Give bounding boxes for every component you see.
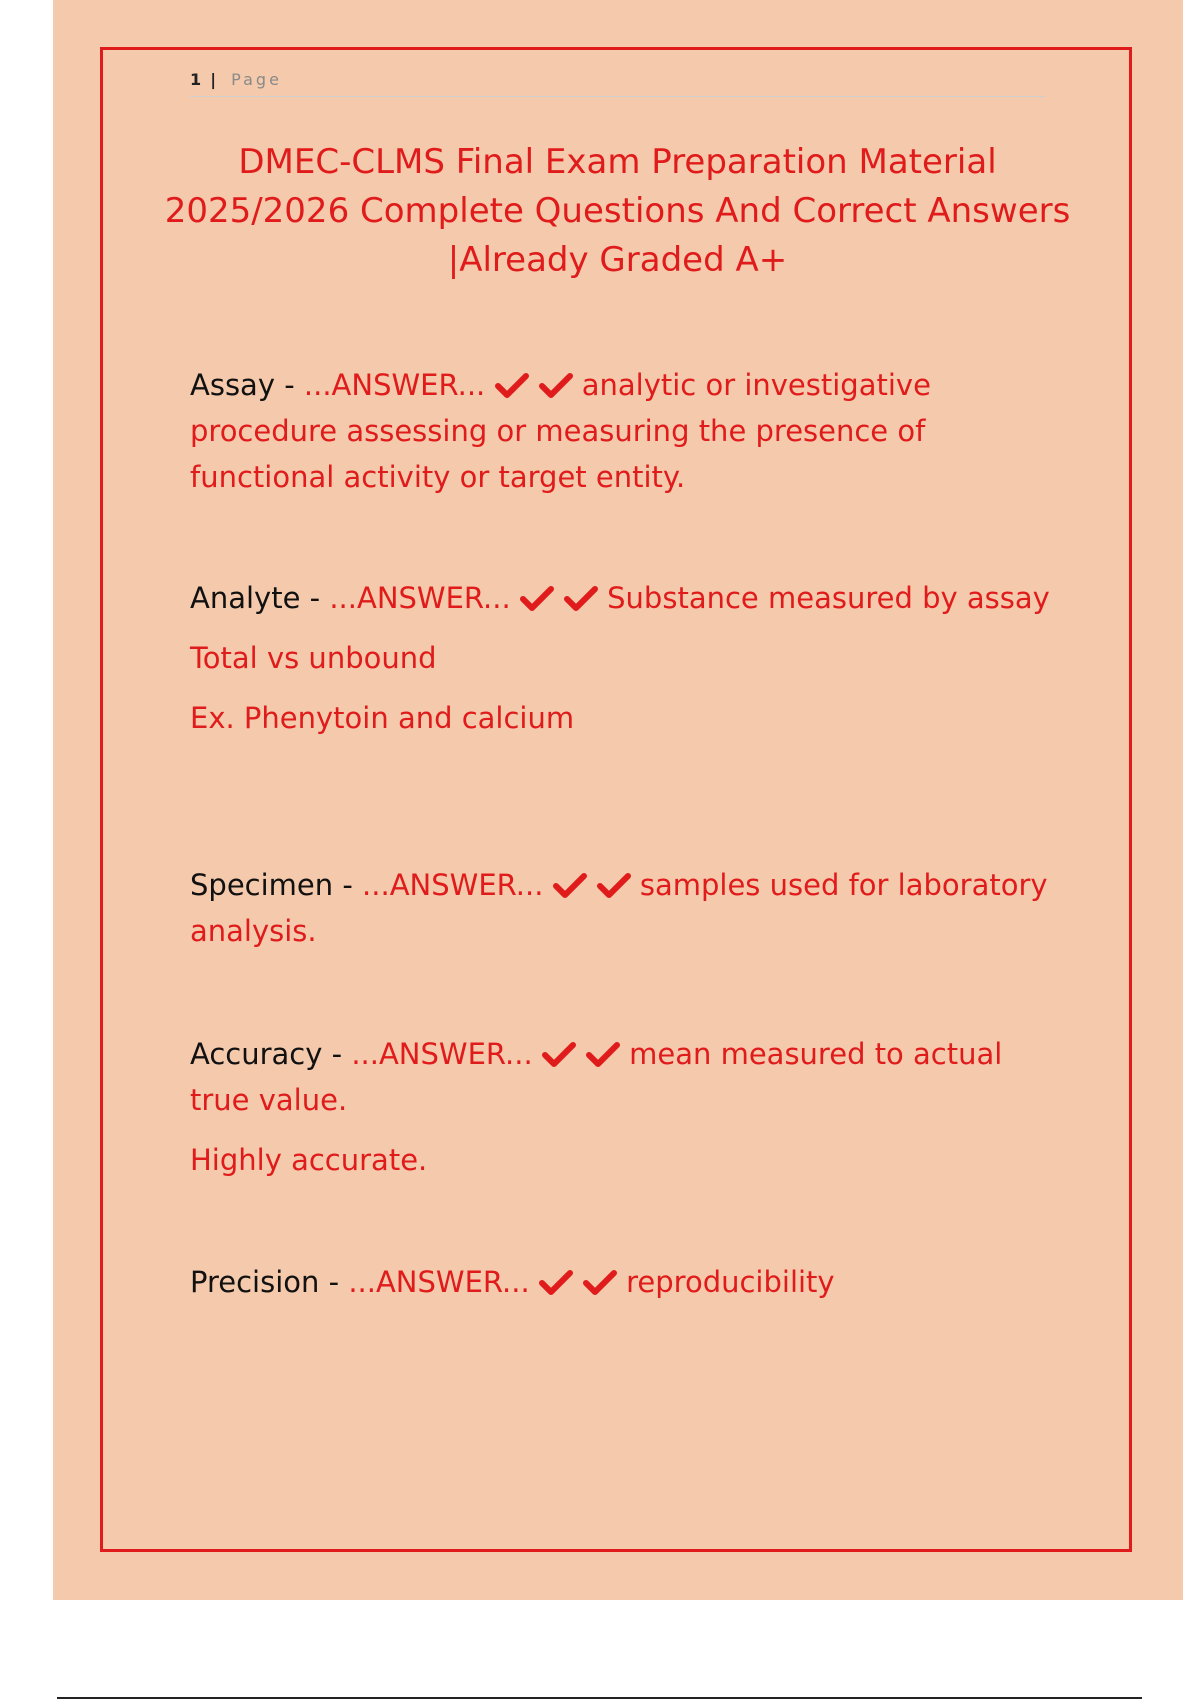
- page-header: [190, 70, 1045, 97]
- checkmark-icon: [597, 872, 631, 898]
- term-label: Accuracy: [190, 1037, 323, 1071]
- note-line: Ex. Phenytoin and calcium: [190, 701, 575, 735]
- page-separator: |: [210, 70, 220, 89]
- term-label: Precision: [190, 1265, 320, 1299]
- answer-marker: ...ANSWER...: [329, 581, 511, 615]
- checkmark-icon: [564, 585, 598, 611]
- page-label: Page: [231, 70, 282, 89]
- term-label: Analyte: [190, 581, 301, 615]
- page-number: 1: [190, 70, 203, 89]
- term-label: Assay: [190, 368, 275, 402]
- page-bottom-rule: [57, 1697, 1142, 1699]
- checkmark-icon: [539, 1269, 573, 1295]
- document-title: DMEC-CLMS Final Exam Preparation Material 2025/2026 Complete Questions And Correct Answers |Already Graded A+: [164, 142, 1071, 280]
- answer-marker: ...ANSWER...: [362, 868, 544, 902]
- qa-entry-accuracy: Accuracy - ...ANSWER... mean measured to actual true value. Highly accurate.: [190, 1031, 1070, 1183]
- checkmark-icon: [539, 372, 573, 398]
- checkmark-icon: [586, 1041, 620, 1067]
- qa-entry-assay: Assay - ...ANSWER... analytic or investigative procedure assessing or measuring the presence of functional activity or target entity.: [190, 368, 931, 494]
- checkmark-icon: [495, 372, 529, 398]
- qa-entry-analyte: Analyte - ...ANSWER... Substance measured by assay Total vs unbound Ex. Phenytoin and calcium: [190, 575, 1070, 741]
- note-line: Total vs unbound: [190, 641, 437, 675]
- qa-entry-precision: Precision - ...ANSWER... reproducibility: [190, 1265, 835, 1299]
- definition-text: mean measured to actual true value.: [190, 1037, 1003, 1117]
- definition-text: reproducibility: [626, 1265, 835, 1299]
- note-line: Highly accurate.: [190, 1143, 428, 1177]
- checkmark-icon: [553, 872, 587, 898]
- qa-entry-specimen: Specimen - ...ANSWER... samples used for laboratory analysis.: [190, 868, 1048, 948]
- definition-text: Substance measured by assay: [607, 581, 1050, 615]
- checkmark-icon: [542, 1041, 576, 1067]
- answer-marker: ...ANSWER...: [351, 1037, 533, 1071]
- definition-text: samples used for laboratory analysis.: [190, 868, 1048, 948]
- checkmark-icon: [583, 1269, 617, 1295]
- definition-text: analytic or investigative procedure assessing or measuring the presence of functional activity or target entity.: [190, 368, 931, 494]
- answer-marker: ...ANSWER...: [303, 368, 486, 402]
- checkmark-icon: [520, 585, 554, 611]
- term-label: Specimen: [190, 868, 334, 902]
- answer-marker: ...ANSWER...: [348, 1265, 530, 1299]
